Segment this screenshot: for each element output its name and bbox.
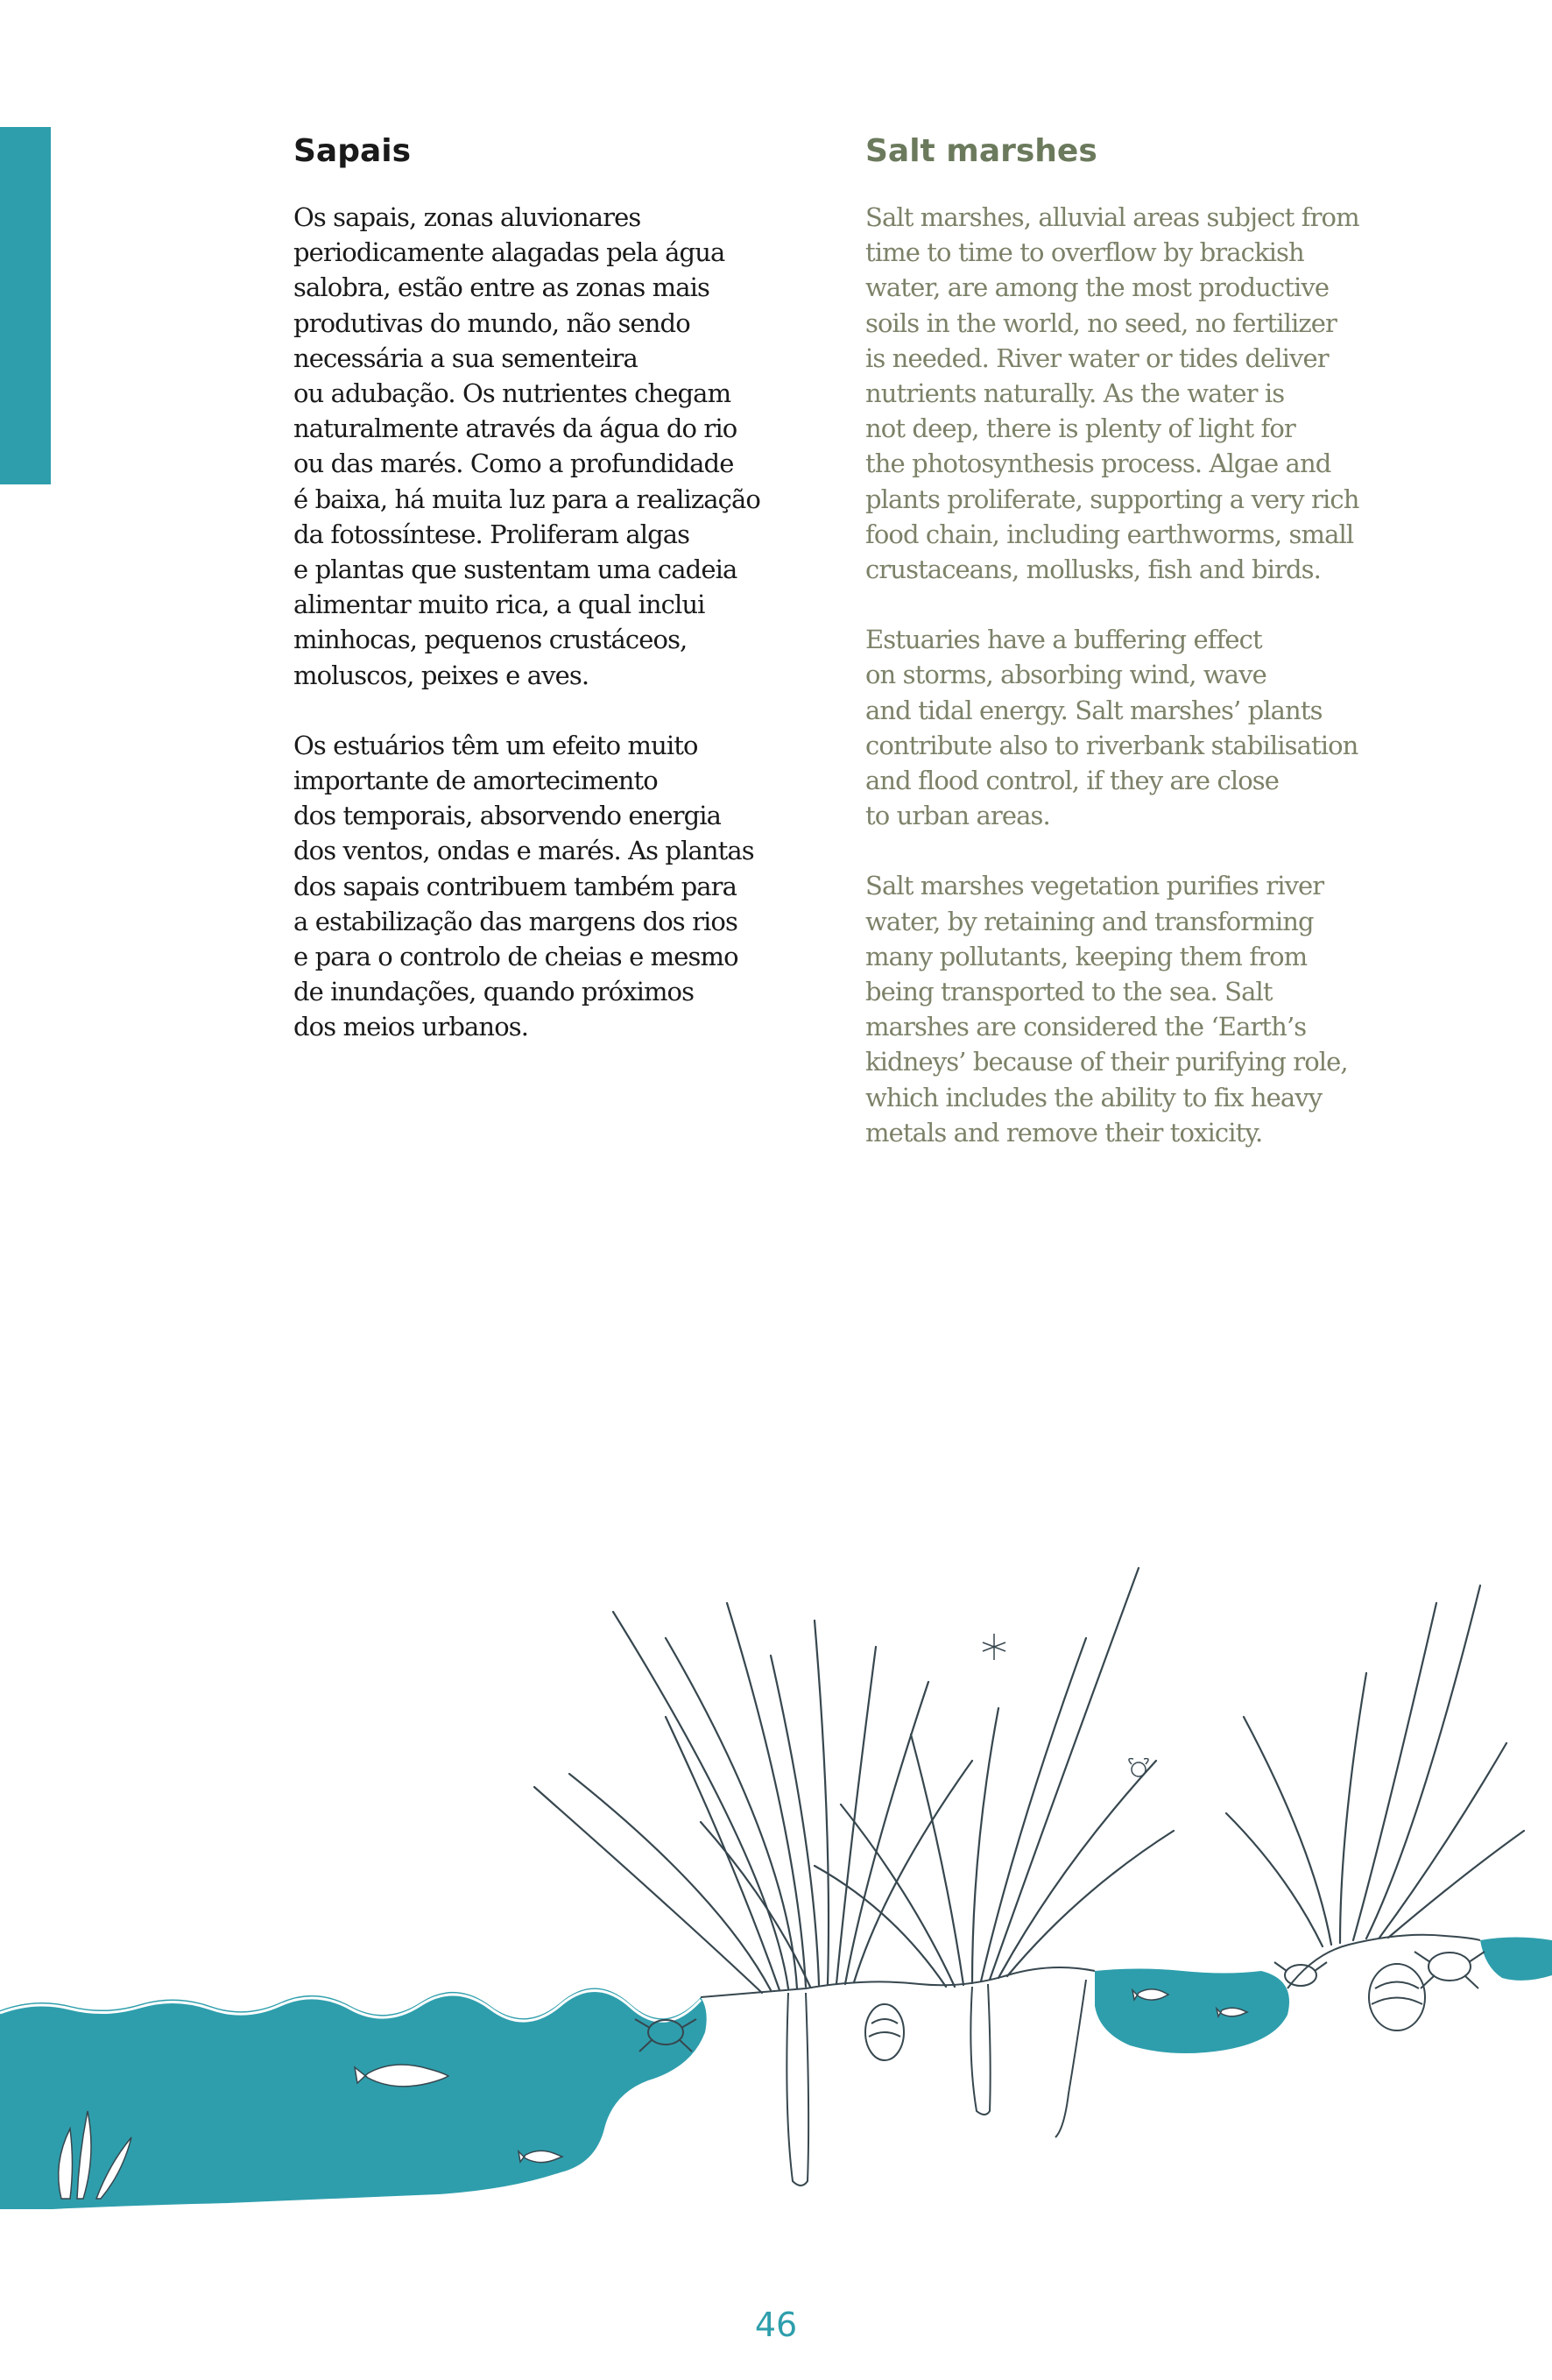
english-title: Salt marshes (865, 133, 1097, 169)
portuguese-paragraph-1: Os sapais, zonas aluvionares periodicamente alagadas pela água salobra, estão entre as zonas mais produtivas do mundo, não sendo necessária a sua sementeira ou adubação. Os nutrientes chegam naturalmente através da água do rio ou das marés. Como a profundidade é baixa, há muita luz para a realização da fotossíntese. Proliferam algas e plantas que sustentam uma cadeia alimentar muito rica, a qual inclui minhocas, pequenos crustáceos, moluscos, peixes e aves. (293, 202, 760, 690)
marsh-grass-clump-3 (1226, 1585, 1524, 1946)
portuguese-column (293, 130, 828, 1080)
marsh-grass-clump-2 (815, 1568, 1174, 1987)
salt-marsh-illustration (0, 1498, 1552, 2269)
english-paragraph-3: Salt marshes vegetation purifies river water, by retaining and transforming many pollutants, keeping them from being transported to the sea. Salt marshes are considered the ‘Earth’s kidneys’ because of their purifying role, which includes the ability to fix heavy metals and remove their toxicity. (865, 871, 1348, 1148)
english-paragraph-2: Estuaries have a buffering effect on storms, absorbing wind, wave and tidal energy. Salt marshes’ plants contribute also to riverbank stabilisation and flood control, if they are close to urban areas. (865, 625, 1358, 831)
worm-tubes (787, 1980, 1086, 2186)
english-column (865, 130, 1426, 1185)
portuguese-title: Sapais (293, 133, 412, 169)
right-water (1480, 1938, 1552, 1981)
english-paragraph-1: Salt marshes, alluvial areas subject from time to time to overflow by brackish water, are among the most productive soils in the world, no seed, no fertilizer is needed. River water or tides deliver nutrients naturally. As the water is not deep, there is plenty of light for the photosynthesis process. Algae and plants proliferate, supporting a very rich food chain, including earthworms, small crustaceans, mollusks, fish and birds. (865, 202, 1359, 585)
page-number: 46 (754, 2306, 798, 2344)
portuguese-paragraph-2: Os estuários têm um efeito muito importante de amortecimento dos temporais, absorvendo energia dos ventos, ondas e marés. As plantas dos sapais contribuem também para a estabilização das margens dos rios e para o controlo de cheias e mesmo de inundações, quando próximos dos meios urbanos. (293, 730, 754, 1042)
insect-icon (983, 1634, 1148, 1776)
middle-pool (1095, 1969, 1289, 2054)
marsh-grass-clump-1 (534, 1603, 972, 1993)
chapter-tab-marker (0, 127, 51, 484)
